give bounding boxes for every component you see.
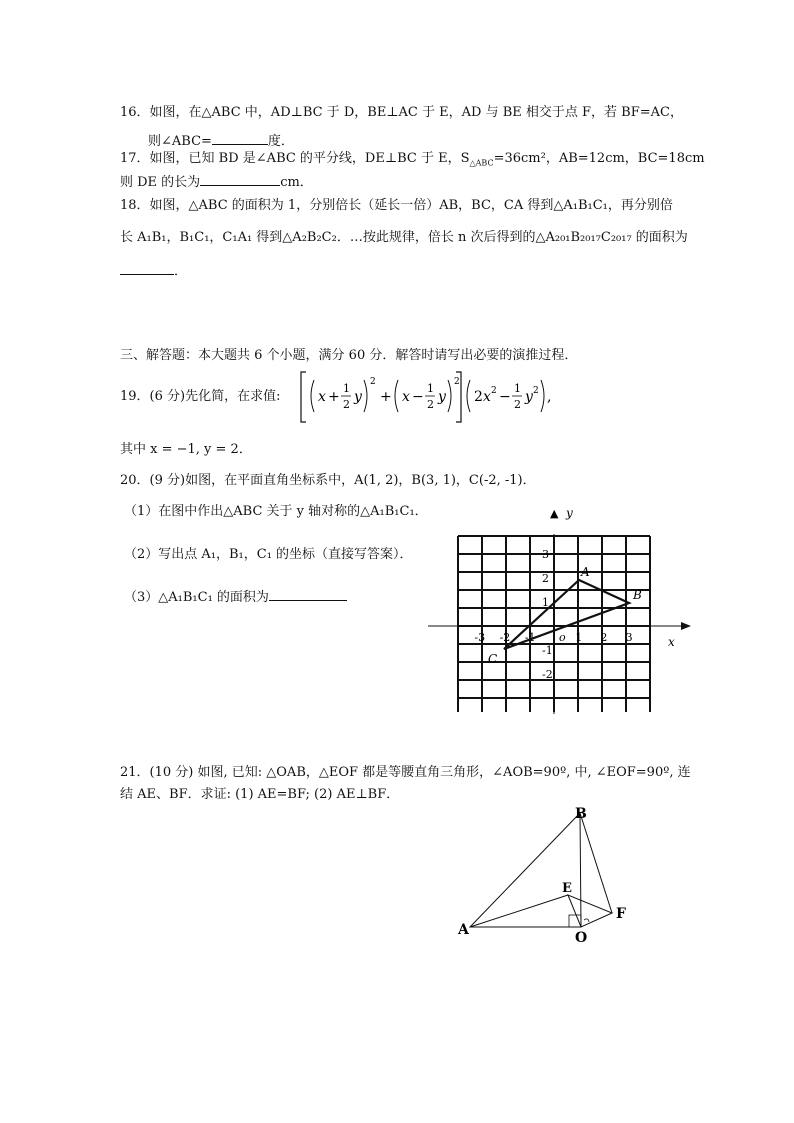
point-label-b: B — [633, 588, 642, 602]
triangle-eof — [568, 895, 612, 927]
q21-line2: 结 AE、BF．求证: (1) AE=BF; (2) AE⊥BF． — [120, 787, 400, 802]
triangle-oab — [470, 813, 581, 927]
x-tick-label: -1 — [524, 631, 536, 644]
q18-line3-post: ． — [174, 264, 188, 279]
coordinate-graph — [428, 504, 698, 714]
q17-line2 — [120, 171, 313, 192]
x-tick-label: 3 — [625, 631, 633, 644]
frac1-num: 1 — [343, 382, 350, 395]
q17-line2-post: cm． — [280, 175, 313, 190]
frac3-num: 1 — [514, 382, 521, 395]
frac1-den: 2 — [343, 398, 350, 411]
frac2-den: 2 — [427, 398, 434, 411]
x-tick-label: -3 — [474, 631, 486, 644]
y-axis-arrow: ▲ — [550, 507, 559, 520]
q20-title: 20．(9 分)如图，在平面直角坐标系中，A(1, 2)，B(3, 1)，C(-2, -1)． — [120, 473, 536, 488]
q18-answer-blank[interactable] — [120, 260, 174, 275]
q21-line1: 21．(10 分) 如图, 已知: △OAB，△EOF 都是等腰直角三角形，∠AOB=90º, 中, ∠EOF=90º, 连 — [120, 765, 691, 780]
point-label-a: A — [581, 565, 590, 579]
q17-line1-post: =36cm²，AB=12cm，BC=18cm — [493, 151, 705, 166]
q19-label: 19．(6 分)先化简，在求值: — [120, 389, 281, 404]
var-x2: x — [402, 389, 410, 405]
paren-open-2 — [395, 380, 398, 412]
label-a: A — [458, 922, 469, 938]
q18-line1: 18．如图，△ABC 的面积为 1，分别倍长（延长一倍）AB，BC，CA 得到△A₁B₁C₁，再分别倍 — [120, 198, 673, 213]
sq-3: 2 — [491, 386, 497, 396]
minus-2: − — [499, 389, 511, 405]
q19-condition: 其中 x = −1, y = 2． — [120, 442, 252, 457]
triangle-abc — [488, 565, 642, 666]
minus-1: − — [412, 389, 424, 405]
right-angle-mark — [569, 915, 581, 927]
section3-heading: 三、解答题：本大题共 6 个小题，满分 60 分．解答时请写出必要的演推过程． — [120, 348, 578, 363]
var-y1: y — [354, 389, 362, 405]
q20-part3-text: （3）△A₁B₁C₁ 的面积为 — [124, 590, 269, 605]
q19-expression — [298, 370, 558, 426]
label-e: E — [562, 881, 572, 896]
y-tick-label: 3 — [542, 548, 549, 561]
q16-line2-pre: 则∠ABC= — [148, 134, 212, 149]
q20-part1: （1）在图中作出△ABC 关于 y 轴对称的△A₁B₁C₁． — [124, 504, 428, 519]
sq-2: 2 — [454, 377, 460, 387]
q18-line2: 长 A₁B₁，B₁C₁，C₁A₁ 得到△A₂B₂C₂．…按此规律，倍长 n 次后得到的△A₂₀₁B₂₀₁₇C₂₀₁₇ 的面积为 — [120, 230, 688, 245]
q21-figure — [458, 805, 638, 945]
label-o: O — [575, 930, 588, 946]
label-b: B — [575, 806, 587, 822]
y-tick-label: 2 — [542, 572, 549, 585]
label-f: F — [616, 906, 626, 922]
q16-line2 — [148, 130, 294, 151]
y-tick-label: 1 — [542, 596, 549, 609]
x-tick-label: 2 — [600, 631, 608, 644]
x-tick-label: -2 — [499, 631, 511, 644]
q16-line2-post: 度． — [267, 134, 294, 149]
sq-1: 2 — [370, 377, 376, 387]
plus-2: + — [380, 389, 392, 405]
var-y3: y — [525, 389, 533, 405]
comma: , — [547, 389, 552, 405]
q20-part2: （2）写出点 A₁，B₁，C₁ 的坐标（直接写答案）． — [124, 547, 413, 562]
point-label-c: C — [488, 652, 498, 666]
frac3-den: 2 — [514, 398, 521, 411]
var-x1: x — [318, 389, 326, 405]
coef-2: 2 — [474, 389, 483, 405]
paren-open-1 — [311, 380, 314, 412]
q17-line1-sub: △ABC — [469, 158, 494, 168]
q20-answer-blank[interactable] — [269, 586, 347, 601]
y-axis-label: y — [566, 506, 573, 520]
paren-close-3 — [541, 380, 544, 412]
q18-line3 — [120, 260, 187, 281]
var-y2: y — [438, 389, 446, 405]
segment-ae — [470, 895, 568, 927]
q17-line1-pre: 17．如图，已知 BD 是∠ABC 的平分线，DE⊥BC 于 E，S — [120, 151, 470, 166]
left-bracket — [301, 372, 306, 422]
segment-bf — [580, 813, 612, 913]
q16-answer-blank[interactable] — [212, 130, 268, 145]
paren-close-2 — [448, 380, 451, 412]
paren-close-1 — [364, 380, 367, 412]
angle-mark — [584, 919, 589, 922]
origin-label: o — [559, 631, 566, 644]
x-axis-arrow — [681, 622, 691, 630]
q20-part3 — [124, 586, 347, 607]
plus-1: + — [328, 389, 340, 405]
frac2-num: 1 — [427, 382, 434, 395]
q17-line2-pre: 则 DE 的长为 — [120, 175, 201, 190]
var-x3: x — [483, 389, 491, 405]
q17-line1 — [120, 150, 705, 173]
paren-open-3 — [467, 380, 470, 412]
x-tick-label: 1 — [575, 631, 583, 644]
y-tick-label: -1 — [542, 644, 553, 657]
q17-answer-blank[interactable] — [200, 171, 280, 186]
q16-line1: 16．如图，在△ABC 中，AD⊥BC 于 D，BE⊥AC 于 E，AD 与 BE 相交于点 F，若 BF=AC， — [120, 105, 683, 120]
x-axis-label: x — [668, 635, 675, 649]
sq-4: 2 — [533, 386, 539, 396]
y-tick-label: -2 — [542, 668, 553, 681]
